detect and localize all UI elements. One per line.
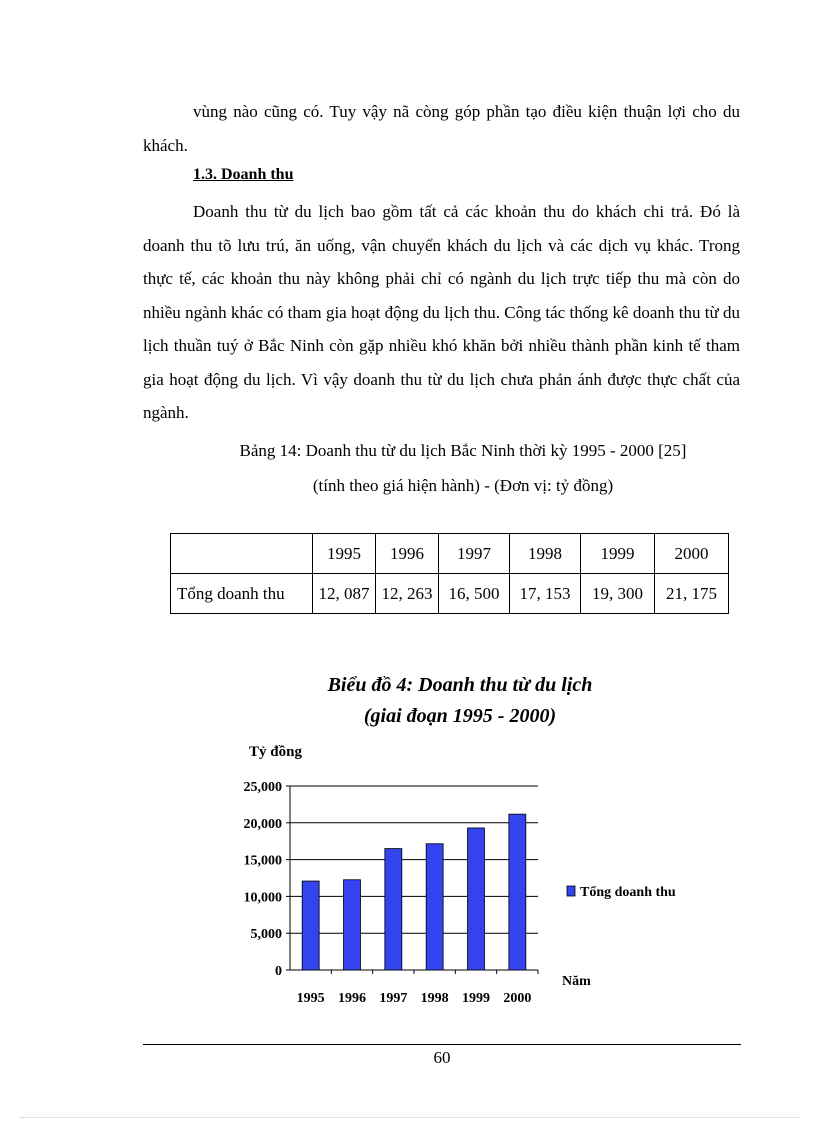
x-tick-label: 1996 (338, 991, 366, 1006)
x-tick-label: 1998 (420, 991, 449, 1006)
bar (385, 849, 402, 970)
x-axis-label: Năm (562, 974, 591, 989)
section-heading: 1.3. Doanh thu (193, 166, 294, 183)
x-tick-label: 1997 (379, 991, 408, 1006)
legend-label: Tổng doanh thu (580, 885, 676, 900)
footer-divider (143, 1044, 741, 1045)
table-cell: 12, 263 (376, 574, 439, 614)
table-cell: 21, 175 (655, 574, 729, 614)
table-header-cell: 1996 (376, 534, 439, 574)
x-tick-label: 1999 (462, 991, 490, 1006)
bar (468, 828, 485, 970)
bar (426, 844, 443, 970)
chart-title: Biểu đồ 4: Doanh thu từ du lịch (327, 674, 593, 696)
bar (344, 880, 361, 970)
bar (509, 814, 526, 970)
page-edge-dotted-line (20, 1117, 800, 1118)
paragraph-revenue: Doanh thu từ du lịch bao gồm tất cả các khoản thu do khách chi trả. Đó là doanh thu tõ lưu trú, ăn uống, vận chuyển khách du lịch và các dịch vụ khác. Trong thực tế, các khoản thu này không phải chỉ có ngành du lịch trực tiếp thu mà còn do nhiều ngành khác có tham gia hoạt động du lịch thu. Công tác thống kê doanh thu từ du lịch thuần tuý ở Bắc Ninh còn gặp nhiều khó khăn bởi nhiều thành phần kinh tế tham gia hoạt động du lịch. Vì vậy doanh thu từ du lịch chưa phản ánh được thực chất của ngành. (143, 202, 740, 422)
table-row-label: Tổng doanh thu (171, 574, 313, 614)
x-tick-label: 1995 (296, 991, 325, 1006)
table-caption: Bảng 14: Doanh thu từ du lịch Bắc Ninh thời kỳ 1995 - 2000 [25] (239, 441, 687, 460)
y-tick-label: 25,000 (243, 780, 282, 795)
table-cell: 16, 500 (439, 574, 510, 614)
table-header-cell: 2000 (655, 534, 729, 574)
y-tick-label: 20,000 (243, 816, 282, 832)
table-header-cell: 1999 (581, 534, 655, 574)
table-subcaption: (tính theo giá hiện hành) - (Đơn vị: tỷ đồng) (312, 476, 614, 495)
table-header-cell: 1995 (313, 534, 376, 574)
chart-subtitle: (giai đoạn 1995 - 2000) (363, 705, 557, 727)
table-header-cell: 1997 (439, 534, 510, 574)
y-tick-label: 15,000 (243, 853, 282, 869)
y-axis-label: Tỷ đồng (249, 744, 302, 760)
y-tick-label: 5,000 (250, 927, 282, 943)
table-cell: 19, 300 (581, 574, 655, 614)
y-tick-label: 0 (275, 964, 282, 979)
bar (302, 881, 319, 970)
paragraph-intro: vùng nào cũng có. Tuy vậy nã còng góp phần tạo điều kiện thuận lợi cho du khách. (143, 102, 740, 155)
table-cell: 17, 153 (510, 574, 581, 614)
x-tick-label: 2000 (503, 991, 532, 1006)
table-cell: 12, 087 (313, 574, 376, 614)
page-number: 60 (433, 1048, 451, 1067)
legend-swatch (567, 886, 575, 896)
table-header-cell: 1998 (510, 534, 581, 574)
y-tick-label: 10,000 (243, 890, 282, 906)
